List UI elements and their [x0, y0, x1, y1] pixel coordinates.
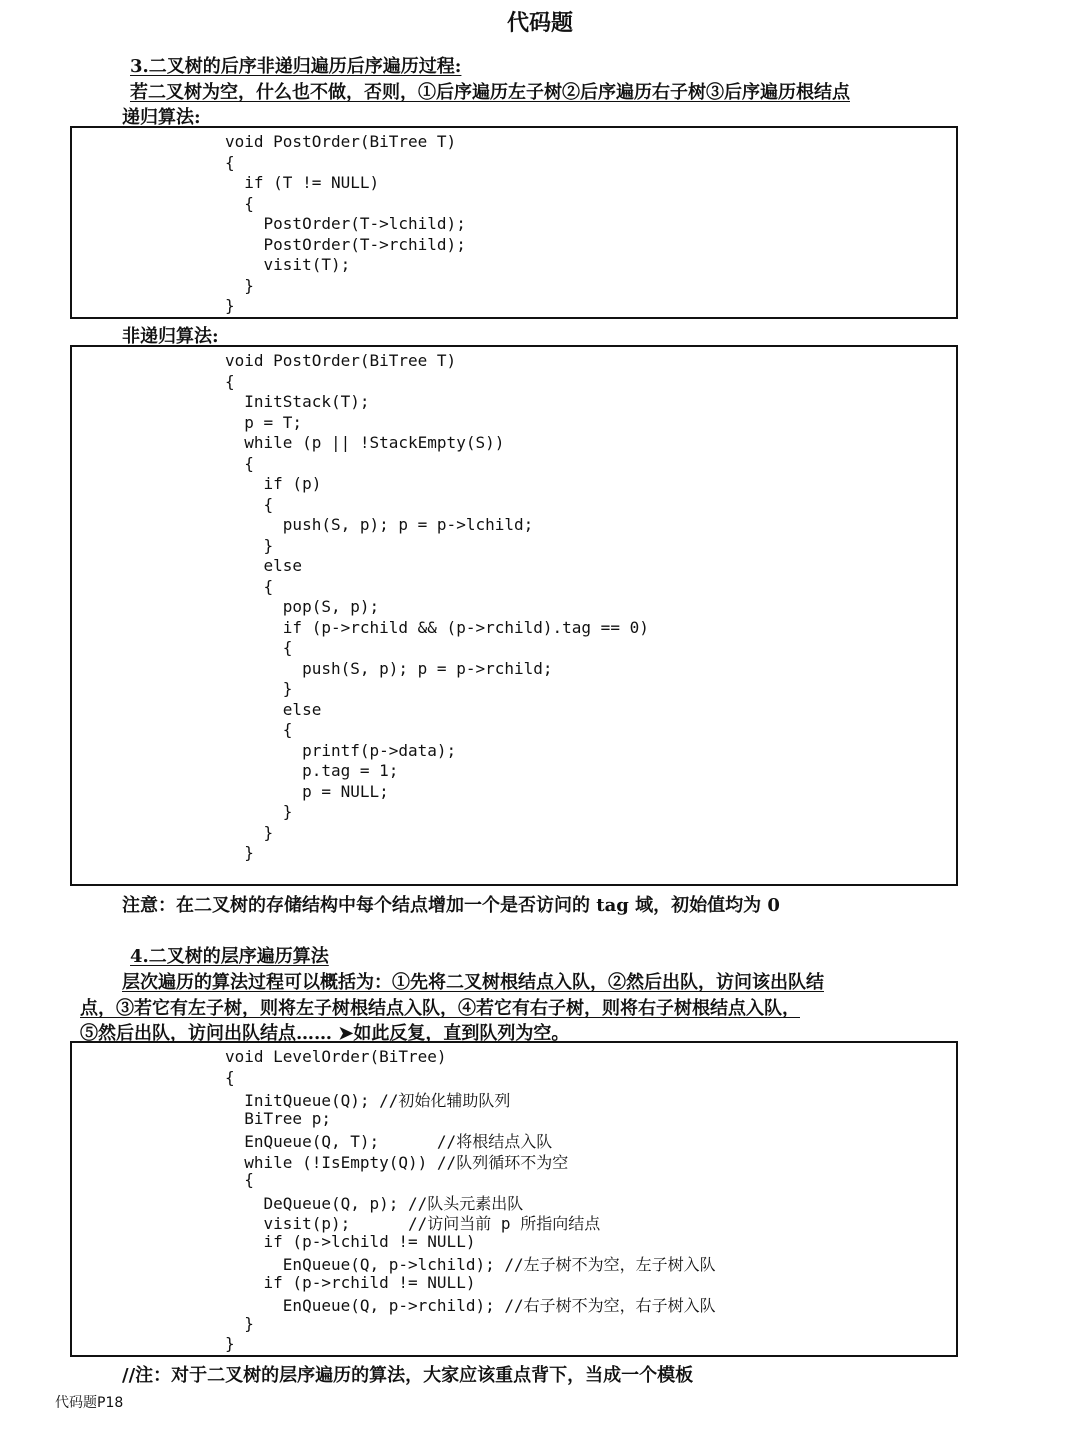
code-line: if (p->rchild != NULL)	[225, 1273, 476, 1292]
section4-heading: 4.二叉树的层序遍历算法	[130, 946, 329, 967]
code-line: EnQueue(Q, T); //将根结点入队	[225, 1132, 553, 1151]
code-line: push(S, p); p = p->lchild;	[225, 515, 534, 534]
code-line: InitStack(T);	[225, 392, 370, 411]
section4-description-line: 层次遍历的算法过程可以概括为：①先将二叉树根结点入队，②然后出队，访问该出队结	[122, 972, 824, 993]
section3-note: 注意：在二叉树的存储结构中每个结点增加一个是否访问的 tag 域，初始值均为 0	[122, 895, 780, 916]
code-line: p.tag = 1;	[225, 761, 399, 780]
code-line: printf(p->data);	[225, 741, 457, 760]
code-line: visit(T);	[225, 255, 351, 274]
code-line: }	[225, 823, 274, 842]
code-line: while (!IsEmpty(Q)) //队列循环不为空	[225, 1153, 569, 1172]
page-title: 代码题	[506, 11, 573, 36]
levelorder-code-box	[70, 1041, 958, 1357]
code-line: }	[225, 276, 254, 295]
code-line: }	[225, 802, 293, 821]
code-line: }	[225, 1314, 254, 1333]
code-line: DeQueue(Q, p); //队头元素出队	[225, 1194, 524, 1213]
nonrecursive-label: 非递归算法:	[122, 326, 219, 347]
code-line: pop(S, p);	[225, 597, 380, 616]
section4-description-line: 点，③若它有左子树，则将左子树根结点入队，④若它有右子树，则将右子树根结点入队，	[80, 998, 800, 1019]
code-line: visit(p); //访问当前 p 所指向结点	[225, 1214, 601, 1233]
code-line: BiTree p;	[225, 1109, 331, 1128]
code-line: }	[225, 296, 235, 315]
code-line: {	[225, 454, 254, 473]
section3-description: 若二叉树为空，什么也不做，否则，①后序遍历左子树②后序遍历右子树③后序遍历根结点	[130, 82, 850, 103]
section4-description-line: ⑤然后出队，访问出队结点…… ➤如此反复，直到队列为空。	[80, 1023, 570, 1044]
code-line: if (T != NULL)	[225, 173, 380, 192]
code-line: void PostOrder(BiTree T)	[225, 351, 457, 370]
code-line: EnQueue(Q, p->lchild); //左子树不为空，左子树入队	[225, 1255, 716, 1274]
code-line: else	[225, 700, 322, 719]
code-line: void PostOrder(BiTree T)	[225, 132, 457, 151]
code-line: if (p)	[225, 474, 322, 493]
code-line: if (p->rchild && (p->rchild).tag == 0)	[225, 618, 649, 637]
code-line: }	[225, 679, 293, 698]
code-line: {	[225, 577, 274, 596]
code-line: {	[225, 372, 235, 391]
code-line: p = T;	[225, 413, 303, 432]
section3-heading: 3.二叉树的后序非递归遍历后序遍历过程:	[130, 56, 462, 77]
recursive-code-box	[70, 126, 958, 319]
code-line: }	[225, 843, 254, 862]
code-line: PostOrder(T->rchild);	[225, 235, 466, 254]
code-line: {	[225, 194, 254, 213]
code-line: {	[225, 153, 235, 172]
code-line: }	[225, 1334, 235, 1353]
nonrecursive-code-box	[70, 345, 958, 886]
code-line: }	[225, 536, 274, 555]
code-line: p = NULL;	[225, 782, 389, 801]
code-line: {	[225, 495, 274, 514]
section4-note: //注：对于二叉树的层序遍历的算法，大家应该重点背下，当成一个模板	[122, 1365, 694, 1386]
code-line: PostOrder(T->lchild);	[225, 214, 466, 233]
code-line: else	[225, 556, 303, 575]
code-line: {	[225, 1170, 254, 1189]
code-line: while (p || !StackEmpty(S))	[225, 433, 505, 452]
code-line: {	[225, 638, 293, 657]
page-number: 代码题P18	[55, 1395, 124, 1411]
recursive-label: 递归算法:	[122, 107, 201, 128]
code-line: void LevelOrder(BiTree)	[225, 1047, 447, 1066]
code-line: {	[225, 1068, 235, 1087]
code-line: push(S, p); p = p->rchild;	[225, 659, 553, 678]
code-line: EnQueue(Q, p->rchild); //右子树不为空，右子树入队	[225, 1296, 716, 1315]
code-line: {	[225, 720, 293, 739]
code-line: InitQueue(Q); //初始化辅助队列	[225, 1091, 511, 1110]
code-line: if (p->lchild != NULL)	[225, 1232, 476, 1251]
